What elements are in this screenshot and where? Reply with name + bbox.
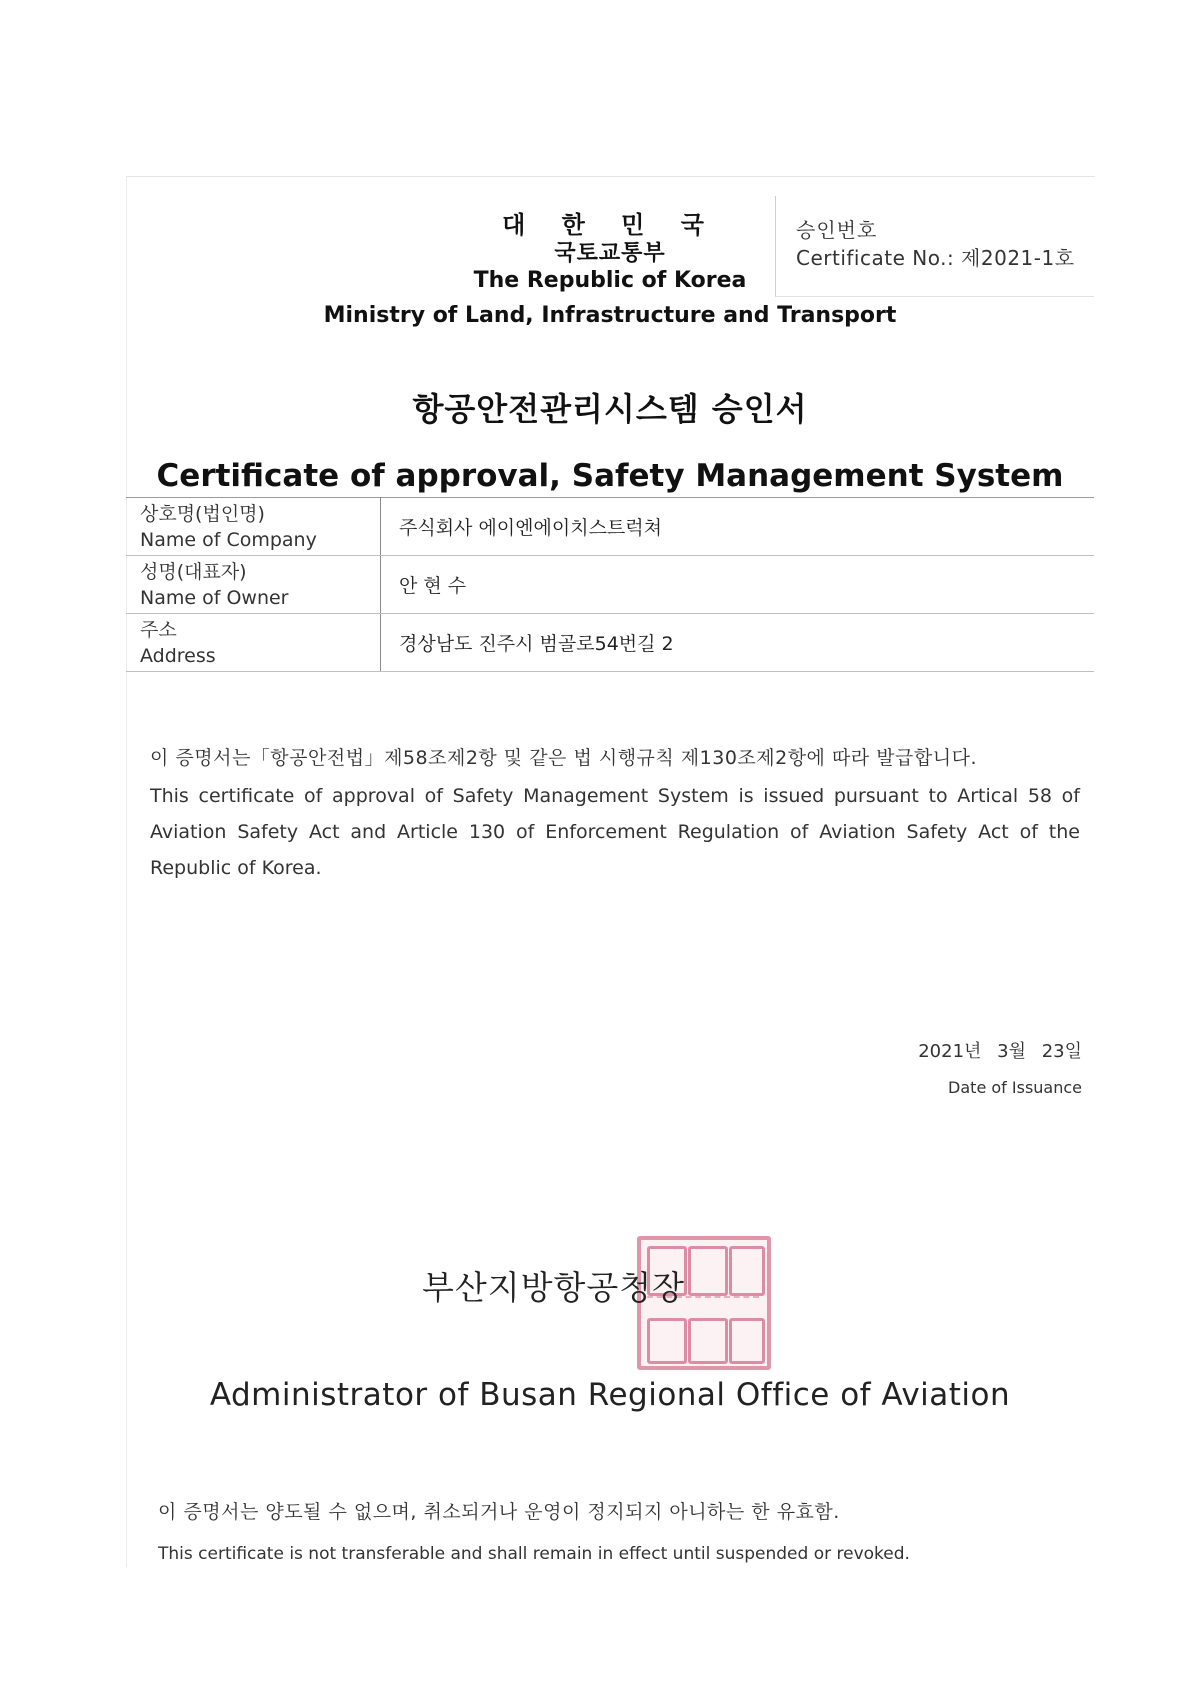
certificate-number-value: 제2021-1호 [961,246,1075,270]
table-row [126,614,1094,672]
country-name-ko: 대 한 민 국 [502,211,718,239]
validity-note-en: This certificate is not transferable and shall remain in effect until suspended or revoked. [158,1544,910,1564]
certificate-number-label-en: Certificate No.: [796,246,955,270]
ministry-name-ko: 국토교통부 [554,241,666,266]
issuance-date: 2021년 3월 23일 [918,1041,1082,1062]
field-label-en: Name of Company [140,528,317,551]
issuance-date-label: Date of Issuance [948,1078,1082,1097]
validity-note-ko: 이 증명서는 양도될 수 없으며, 취소되거나 운영이 정지되지 아니하는 한 유효함. [158,1501,840,1523]
field-label-ko: 성명(대표자) [140,560,247,583]
address-value: 경상남도 진주시 범골로54번길 2 [381,614,1095,672]
field-label [126,614,381,672]
document-title-en: Certificate of approval, Safety Management System [156,458,1064,494]
company-info-table [126,497,1094,672]
field-label-ko: 상호명(법인명) [140,502,265,525]
statement-ko: 이 증명서는「항공안전법」제58조제2항 및 같은 법 시행규칙 제130조제2항에 따라 발급합니다. [150,747,978,769]
country-name-en: The Republic of Korea [473,268,747,293]
certificate-number-label-ko: 승인번호 [796,218,878,242]
owner-name-value: 안 현 수 [381,556,1095,614]
table-row [126,498,1094,556]
ministry-name-en: Ministry of Land, Infrastructure and Transport [323,303,897,328]
field-label [126,498,381,556]
document-title-ko: 항공안전관리시스템 승인서 [412,390,808,428]
field-label-en: Address [140,644,216,667]
field-label-en: Name of Owner [140,586,289,609]
signer-title-ko: 부산지방항공청장 [422,1268,686,1307]
field-label-ko: 주소 [140,618,177,641]
statement-en: This certificate of approval of Safety Management System is issued pursuant to Artical 58 of Aviation Safety Act and Article 130 of Enforcement Regulation of Aviation Safety Act of the Republic of Korea. [150,785,1080,879]
table-row [126,556,1094,614]
field-label [126,556,381,614]
company-name-value: 주식회사 에이엔에이치스트럭쳐 [381,498,1095,556]
signer-title-en: Administrator of Busan Regional Office of Aviation [209,1377,1011,1413]
